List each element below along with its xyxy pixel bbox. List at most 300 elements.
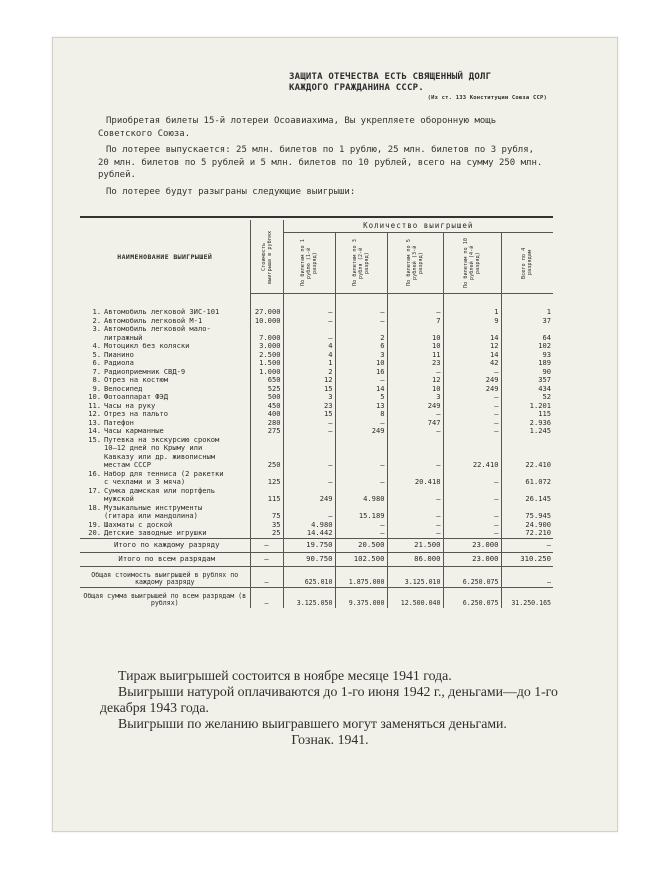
prize-total-cell <box>501 436 553 445</box>
prize-total-cell: 22.410 <box>501 461 553 470</box>
summary-c4-cell: 6.250.075 <box>443 587 501 608</box>
summary-cost-cell: — <box>250 552 283 566</box>
prize-name-cell <box>80 427 250 436</box>
prize-c2-cell: 14 <box>335 385 387 394</box>
prize-c2-cell: 10 <box>335 359 387 368</box>
prize-total-cell <box>501 487 553 496</box>
prize-row <box>80 453 553 462</box>
prize-row <box>80 325 553 334</box>
prize-c3-cell: 11 <box>387 351 443 360</box>
prize-c1-cell: 15 <box>283 385 335 394</box>
prize-c4-cell <box>443 453 501 462</box>
prize-number: 17. <box>88 486 101 495</box>
prize-number: 19. <box>88 520 101 529</box>
prize-c1-cell: — <box>283 317 335 326</box>
summary-c4-cell: 23.000 <box>443 538 501 552</box>
prize-name: (гитара или мандолина) <box>104 512 198 520</box>
prize-number: 12. <box>88 410 101 418</box>
prize-name: Детские заводные игрушки <box>104 529 207 537</box>
prize-total-cell: 1 <box>501 294 553 317</box>
prize-c2-cell: — <box>335 376 387 385</box>
count-column-header: По билетам по 10 рублей (4-й разряд) <box>443 233 501 294</box>
prize-c1-cell <box>283 325 335 334</box>
prize-total-cell: 24.900 <box>501 521 553 530</box>
prize-c1-cell: 15 <box>283 410 335 419</box>
prize-c1-cell <box>283 436 335 445</box>
summary-c4-cell: 6.250.075 <box>443 566 501 587</box>
prize-c3-cell: 747 <box>387 419 443 428</box>
prize-cost-cell <box>250 444 283 453</box>
prize-name-cell <box>80 342 250 351</box>
prize-name-cell <box>80 512 250 521</box>
prize-number: 9. <box>92 384 101 393</box>
prize-number: 8. <box>92 376 101 384</box>
prize-c2-cell: — <box>335 478 387 487</box>
prize-row <box>80 410 553 419</box>
prize-c2-cell: — <box>335 419 387 428</box>
prize-c3-cell <box>387 470 443 479</box>
summary-cost-cell: — <box>250 538 283 552</box>
prize-row <box>80 359 553 368</box>
prize-cost-cell: 250 <box>250 461 283 470</box>
prize-c4-cell: — <box>443 478 501 487</box>
prize-cost-cell: 500 <box>250 393 283 402</box>
summary-c1-cell: 625.010 <box>283 566 335 587</box>
prize-total-cell: 75.945 <box>501 512 553 521</box>
prize-row <box>80 376 553 385</box>
prize-row <box>80 444 553 453</box>
prize-number: 20. <box>88 529 101 537</box>
quote-line-2: КАЖДОГО ГРАЖДАНИНА СССР. <box>289 83 424 93</box>
prize-c3-cell <box>387 444 443 453</box>
prize-cost-cell: 115 <box>250 495 283 504</box>
prize-cost-cell <box>250 325 283 334</box>
prize-total-cell: 72.210 <box>501 529 553 538</box>
prize-c4-cell: 249 <box>443 385 501 394</box>
summary-c1-cell: 3.125.050 <box>283 587 335 608</box>
prize-c2-cell <box>335 504 387 513</box>
prize-cost-cell: 10.000 <box>250 317 283 326</box>
prize-c1-cell: 2 <box>283 368 335 377</box>
prize-c2-cell: 3 <box>335 351 387 360</box>
prize-name: мужской <box>104 495 134 503</box>
prize-c3-cell: — <box>387 521 443 530</box>
prize-cost-cell: 3.000 <box>250 342 283 351</box>
prize-cost-cell <box>250 470 283 479</box>
prize-c2-cell <box>335 436 387 445</box>
prize-row <box>80 385 553 394</box>
summary-total-cell: 310.250 <box>501 552 553 566</box>
prize-number: 10. <box>88 393 101 401</box>
prize-row <box>80 368 553 377</box>
table-top-rule <box>80 216 553 218</box>
prize-c1-cell: — <box>283 478 335 487</box>
prize-c2-cell: 6 <box>335 342 387 351</box>
prize-number: 2. <box>92 316 101 325</box>
prize-c2-cell <box>335 487 387 496</box>
prize-c1-cell: — <box>283 427 335 436</box>
prize-c3-cell: — <box>387 495 443 504</box>
prize-c2-cell <box>335 444 387 453</box>
prize-number: 11. <box>88 401 101 410</box>
prize-row <box>80 521 553 530</box>
cost-header: Стоимость выигрыша в рублях <box>250 220 283 294</box>
prize-c2-cell: — <box>335 461 387 470</box>
prize-number: 7. <box>92 367 101 376</box>
summary-label: Итого по всем разрядам <box>80 552 250 566</box>
prize-row <box>80 504 553 513</box>
prize-name-cell <box>80 470 250 479</box>
prize-cost-cell: 1.500 <box>250 359 283 368</box>
draw-date-note: Тираж выигрышей состоится в ноябре месяце 1941 года. <box>118 668 452 683</box>
prize-cost-cell: 75 <box>250 512 283 521</box>
count-column-header: По билетам по 3 рубля (2-й разряд) <box>335 233 387 294</box>
prize-name-cell <box>80 461 250 470</box>
prize-total-cell: 115 <box>501 410 553 419</box>
prize-cost-cell: 275 <box>250 427 283 436</box>
prize-c4-cell: 12 <box>443 342 501 351</box>
prize-total-cell: 26.145 <box>501 495 553 504</box>
prize-name-cell <box>80 529 250 538</box>
prize-c3-cell: 23 <box>387 359 443 368</box>
prize-name: Отрез на костюм <box>104 376 169 384</box>
summary-label: Итого по каждому разряду <box>80 538 250 552</box>
prize-c3-cell: 7 <box>387 317 443 326</box>
prize-number: 16. <box>88 469 101 478</box>
prize-total-cell: 93 <box>501 351 553 360</box>
prize-cost-cell: 650 <box>250 376 283 385</box>
prize-c1-cell: — <box>283 294 335 317</box>
prize-c3-cell: — <box>387 529 443 538</box>
summary-c2-cell: 9.375.000 <box>335 587 387 608</box>
prize-cost-cell <box>250 487 283 496</box>
prize-row <box>80 419 553 428</box>
prize-c3-cell: 10 <box>387 334 443 343</box>
prize-cost-cell <box>250 436 283 445</box>
prize-row <box>80 294 553 317</box>
prize-c3-cell <box>387 325 443 334</box>
prize-c2-cell: — <box>335 529 387 538</box>
intro-paragraph-2: По лотерее выпускается: 25 млн. билетов по 1 рублю, 25 млн. билетов по 3 рубля, 20 млн. билетов по 5 рублей и 5 млн. билетов по 10 рублей, всего на сумму 250 млн. рублей. <box>98 145 543 180</box>
prize-name-cell <box>80 495 250 504</box>
prize-total-cell: 102 <box>501 342 553 351</box>
prize-c1-cell: — <box>283 461 335 470</box>
prize-row <box>80 393 553 402</box>
count-column-header: По билетам по 5 рублей (3-й разряд) <box>387 233 443 294</box>
prize-name: Радиола <box>104 359 134 367</box>
prize-name-cell <box>80 419 250 428</box>
prize-c4-cell: 14 <box>443 334 501 343</box>
prize-name: Фотоаппарат ФЭД <box>104 393 169 401</box>
printer-imprint: Гознак. 1941. <box>291 732 369 747</box>
prize-name-cell <box>80 294 250 317</box>
prize-row <box>80 478 553 487</box>
intro-text <box>98 115 548 202</box>
prize-cost-cell: 280 <box>250 419 283 428</box>
count-header: Количество выигрышей <box>283 220 553 233</box>
prize-number: 3. <box>92 325 101 333</box>
prize-name: 10—12 дней по Крыму или <box>104 444 203 452</box>
summary-label: Общая стоимость выигрышей в рублях по каждому разряду <box>80 566 250 587</box>
prize-c3-cell: 10 <box>387 385 443 394</box>
prize-c2-cell <box>335 325 387 334</box>
prize-cost-cell: 400 <box>250 410 283 419</box>
prize-c1-cell: 4 <box>283 351 335 360</box>
prize-table <box>80 220 553 608</box>
quote-line-1: ЗАЩИТА ОТЕЧЕСТВА ЕСТЬ СВЯЩЕННЫЙ ДОЛГ <box>289 72 492 82</box>
prize-number: 4. <box>92 342 101 350</box>
prize-name-cell <box>80 487 250 496</box>
summary-cost-cell: — <box>250 566 283 587</box>
prize-cost-cell: 450 <box>250 402 283 411</box>
total-all-classes-row <box>80 552 553 566</box>
prize-c4-cell: 14 <box>443 351 501 360</box>
prize-c3-cell: — <box>387 461 443 470</box>
prize-row <box>80 317 553 326</box>
prize-cost-cell: 2.500 <box>250 351 283 360</box>
prize-c1-cell: 1 <box>283 359 335 368</box>
prize-name: Часы карманные <box>104 427 164 435</box>
summary-c3-cell: 86.000 <box>387 552 443 566</box>
total-per-class-row <box>80 538 553 552</box>
prize-c3-cell: 20.418 <box>387 478 443 487</box>
prize-c2-cell: 13 <box>335 402 387 411</box>
prize-total-cell: 357 <box>501 376 553 385</box>
prize-name-cell <box>80 436 250 445</box>
prize-c2-cell: 4.980 <box>335 495 387 504</box>
prize-c4-cell: — <box>443 419 501 428</box>
prize-name: Мотоцикл без коляски <box>104 342 190 350</box>
prize-number: 13. <box>88 418 101 427</box>
prize-number: 6. <box>92 359 101 367</box>
prize-total-cell: 2.936 <box>501 419 553 428</box>
cash-replacement-note: Выигрыши по желанию выигравшего могут заменяться деньгами. <box>118 716 507 731</box>
summary-total-cell: — <box>501 538 553 552</box>
summary-c4-cell: 23.000 <box>443 552 501 566</box>
prize-name: Сумка дамская или портфель <box>104 486 216 495</box>
prize-row <box>80 487 553 496</box>
prize-number: 1. <box>92 306 101 316</box>
prize-c3-cell <box>387 487 443 496</box>
prize-c2-cell: 8 <box>335 410 387 419</box>
prize-name-cell <box>80 402 250 411</box>
prize-c4-cell <box>443 487 501 496</box>
prize-c1-cell <box>283 487 335 496</box>
prize-row <box>80 529 553 538</box>
prize-total-cell: 64 <box>501 334 553 343</box>
prize-c1-cell: — <box>283 419 335 428</box>
prize-number: 14. <box>88 427 101 435</box>
prize-c4-cell: — <box>443 495 501 504</box>
prize-c2-cell: — <box>335 317 387 326</box>
prize-c2-cell: 15.189 <box>335 512 387 521</box>
prize-name-cell <box>80 444 250 453</box>
prize-c3-cell: 10 <box>387 342 443 351</box>
prize-c3-cell: — <box>387 368 443 377</box>
prize-row <box>80 470 553 479</box>
summary-c2-cell: 20.500 <box>335 538 387 552</box>
prize-c2-cell: — <box>335 294 387 317</box>
prize-name-cell <box>80 351 250 360</box>
prize-name: Велосипед <box>104 384 143 393</box>
quote-source: (Из ст. 133 Конституции Союза ССР) <box>427 95 547 101</box>
prize-name: Отрез на пальто <box>104 410 169 418</box>
prize-c1-cell: — <box>283 512 335 521</box>
prize-name: Набор для тенниса (2 ракетки <box>104 469 224 478</box>
summary-c3-cell: 21.500 <box>387 538 443 552</box>
prize-c1-cell: 14.442 <box>283 529 335 538</box>
prize-cost-cell: 1.000 <box>250 368 283 377</box>
prize-c4-cell: — <box>443 368 501 377</box>
sum-all-classes-row <box>80 587 553 608</box>
payment-note: Выигрыши натурой оплачиваются до 1-го июня 1942 г., деньгами—до 1-го декабря 1943 года. <box>100 684 558 715</box>
prize-total-cell: 1.201 <box>501 402 553 411</box>
prize-row <box>80 342 553 351</box>
prize-c1-cell: 3 <box>283 393 335 402</box>
summary-c2-cell: 102.500 <box>335 552 387 566</box>
footer-notes <box>100 668 560 748</box>
prize-c2-cell: 5 <box>335 393 387 402</box>
prize-total-cell: 189 <box>501 359 553 368</box>
prize-cost-cell: 25 <box>250 529 283 538</box>
prize-c3-cell: 12 <box>387 376 443 385</box>
prize-row <box>80 461 553 470</box>
prize-name-cell <box>80 368 250 377</box>
prize-name-cell <box>80 317 250 326</box>
cost-per-class-row <box>80 566 553 587</box>
prize-c1-cell <box>283 504 335 513</box>
prize-name: местам СССР <box>104 461 151 469</box>
summary-label: Общая сумма выигрышей по всем разрядам (в рублях) <box>80 587 250 608</box>
prize-number: 18. <box>88 503 101 512</box>
summary-c1-cell: 90.750 <box>283 552 335 566</box>
prize-c3-cell <box>387 504 443 513</box>
prize-c4-cell: — <box>443 521 501 530</box>
prize-name-cell <box>80 521 250 530</box>
prize-name-cell <box>80 410 250 419</box>
prize-total-cell <box>501 325 553 334</box>
prize-c1-cell: 12 <box>283 376 335 385</box>
prize-c3-cell <box>387 453 443 462</box>
prize-name-header: НАИМЕНОВАНИЕ ВЫИГРЫШЕЙ <box>117 252 213 261</box>
summary-c3-cell: 3.125.010 <box>387 566 443 587</box>
prize-name: Радиоприемник СВД-9 <box>104 367 186 376</box>
prize-total-cell: 1.245 <box>501 427 553 436</box>
prize-row <box>80 436 553 445</box>
prize-cost-cell <box>250 504 283 513</box>
prize-c3-cell <box>387 436 443 445</box>
prize-total-cell: 61.072 <box>501 478 553 487</box>
prize-c4-cell: — <box>443 529 501 538</box>
prize-name: Путевка на экскурсию сроком <box>104 435 220 444</box>
prize-c3-cell: — <box>387 410 443 419</box>
prize-c4-cell: — <box>443 512 501 521</box>
prize-c2-cell: — <box>335 521 387 530</box>
intro-paragraph-1: Приобретая билеты 15-й лотереи Осоавиахима, Вы укрепляете оборонную мощь Советского Союза. <box>98 116 497 139</box>
prize-c4-cell: — <box>443 410 501 419</box>
prize-cost-cell: 125 <box>250 478 283 487</box>
prize-c3-cell: 3 <box>387 393 443 402</box>
prize-total-cell: 90 <box>501 368 553 377</box>
prize-name: Патефон <box>104 418 134 427</box>
prize-c1-cell <box>283 453 335 462</box>
prize-cost-cell: 27.000 <box>250 294 283 317</box>
prize-cost-cell <box>250 453 283 462</box>
prize-c1-cell: — <box>283 334 335 343</box>
prize-c1-cell: 4 <box>283 342 335 351</box>
count-column-header: Всего по 4 разрядам <box>501 233 553 294</box>
prize-cost-cell: 525 <box>250 385 283 394</box>
prize-c4-cell <box>443 325 501 334</box>
prize-c4-cell <box>443 444 501 453</box>
prize-c2-cell <box>335 470 387 479</box>
prize-name: Автомобиль легковой ЗИС-101 <box>104 306 220 316</box>
prize-c4-cell: 9 <box>443 317 501 326</box>
prize-name-cell <box>80 393 250 402</box>
summary-total-cell: — <box>501 566 553 587</box>
summary-c1-cell: 19.750 <box>283 538 335 552</box>
summary-c3-cell: 12.500.040 <box>387 587 443 608</box>
prize-total-cell <box>501 470 553 479</box>
prize-c3-cell: 249 <box>387 402 443 411</box>
prize-total-cell <box>501 453 553 462</box>
prize-name-cell <box>80 478 250 487</box>
prize-name-cell <box>80 504 250 513</box>
prize-c3-cell: — <box>387 427 443 436</box>
prize-name: литражный <box>104 333 143 342</box>
prize-name: Шахматы с доской <box>104 520 173 529</box>
prize-c1-cell <box>283 444 335 453</box>
prize-name-cell <box>80 334 250 343</box>
prize-name-cell <box>80 359 250 368</box>
prize-name-cell <box>80 376 250 385</box>
prize-row <box>80 427 553 436</box>
prize-total-cell <box>501 444 553 453</box>
prize-c4-cell: 249 <box>443 376 501 385</box>
prize-row <box>80 512 553 521</box>
prize-name-cell <box>80 453 250 462</box>
count-column-header: По билетам по 1 рублю (1-й разряд) <box>283 233 335 294</box>
summary-cost-cell: — <box>250 587 283 608</box>
prize-total-cell <box>501 504 553 513</box>
prize-c4-cell: 1 <box>443 294 501 317</box>
prize-row <box>80 334 553 343</box>
constitution-quote <box>289 72 559 103</box>
prize-name: Автомобиль легковой М-1 <box>104 316 203 325</box>
prize-c3-cell: — <box>387 512 443 521</box>
prize-c2-cell: 249 <box>335 427 387 436</box>
prize-c1-cell: 23 <box>283 402 335 411</box>
prize-c1-cell <box>283 470 335 479</box>
prize-number: 5. <box>92 350 101 359</box>
prize-c2-cell: 2 <box>335 334 387 343</box>
prize-cost-cell: 7.000 <box>250 334 283 343</box>
prize-name: Кавказу или др. живописным <box>104 452 216 461</box>
prize-c3-cell: — <box>387 294 443 317</box>
prize-total-cell: 52 <box>501 393 553 402</box>
prize-name-cell <box>80 325 250 334</box>
intro-paragraph-3: По лотерее будут разыграны следующие выигрыши: <box>106 186 356 197</box>
prize-number: 15. <box>88 435 101 444</box>
prize-c4-cell <box>443 504 501 513</box>
prize-c1-cell: 249 <box>283 495 335 504</box>
prize-row <box>80 351 553 360</box>
prize-c4-cell: — <box>443 427 501 436</box>
prize-total-cell: 434 <box>501 385 553 394</box>
prize-total-cell: 37 <box>501 317 553 326</box>
prize-c4-cell: 42 <box>443 359 501 368</box>
prize-row <box>80 402 553 411</box>
